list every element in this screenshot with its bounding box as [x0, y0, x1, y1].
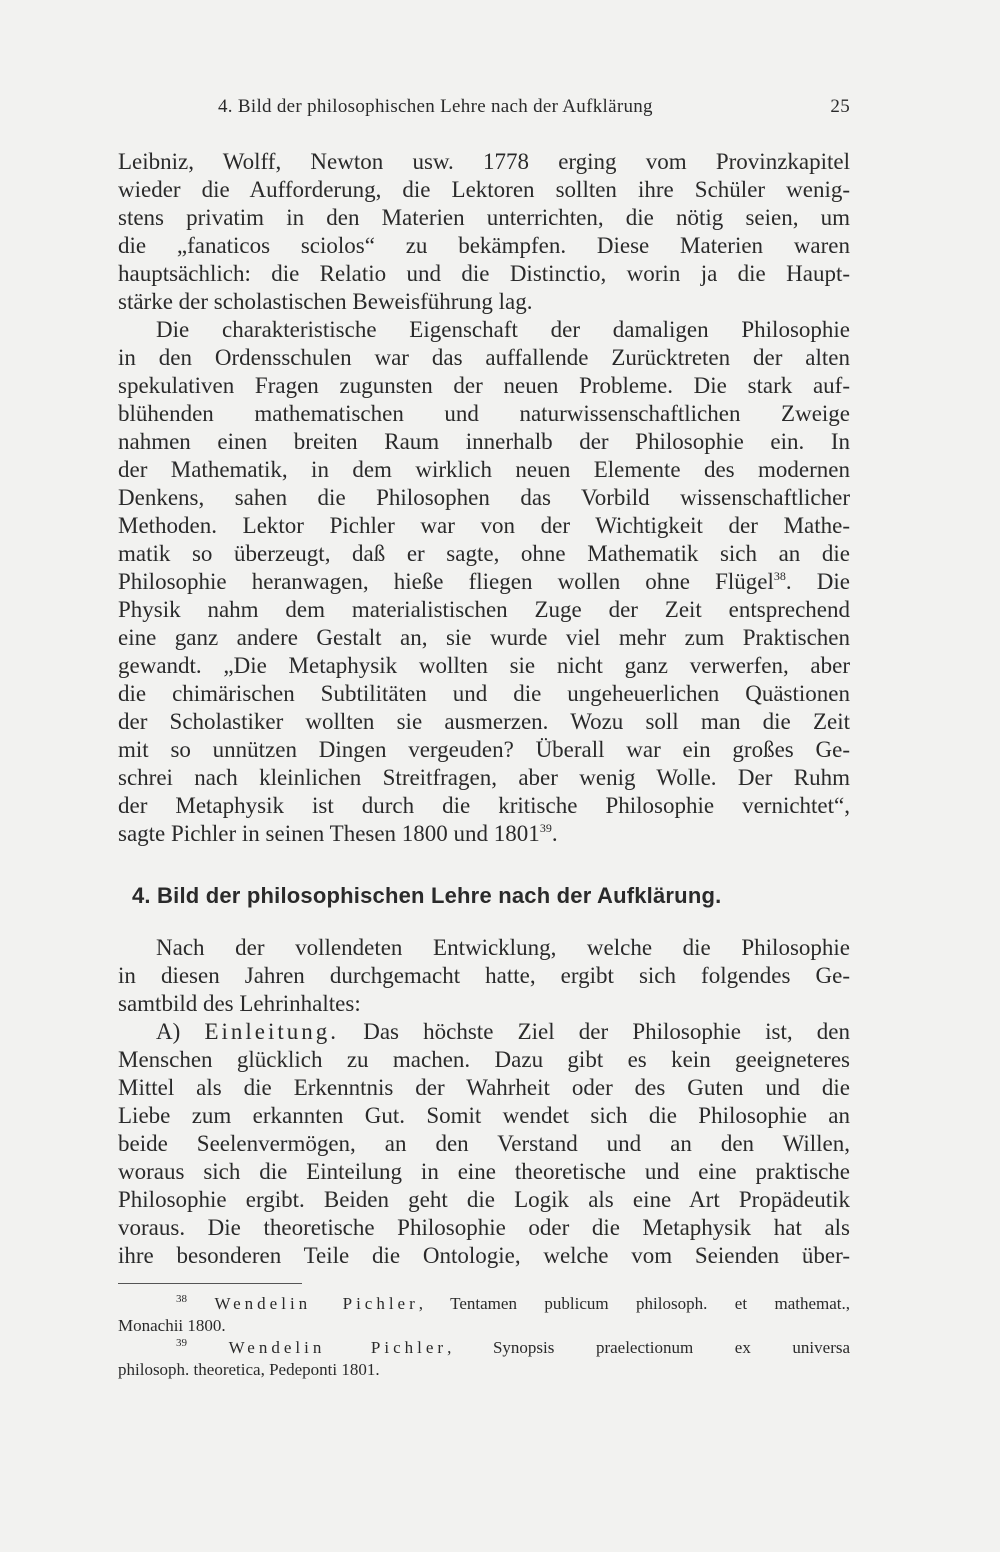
footnote-author: Wendelin Pichler: [214, 1294, 419, 1313]
section-heading: 4. Bild der philosophischen Lehre nach der Aufklärung.: [132, 883, 722, 908]
text-run: .: [551, 821, 558, 846]
text-line: samtbild des Lehrinhaltes:: [118, 991, 361, 1016]
text-line: Philosophie ergibt. Beiden geht die Logik als eine Art Propädeutik: [118, 1187, 850, 1212]
text-line: in den Ordensschulen war das auffallende Zurücktreten der alten: [118, 345, 850, 370]
text-line: hauptsächlich: die Relatio und die Distinctio, worin ja die Haupt-: [118, 261, 850, 286]
text-line: Denkens, sahen die Philosophen das Vorbild wissenschaftlicher: [118, 485, 850, 510]
list-label: A): [156, 1019, 205, 1044]
text-run: sagte Pichler in seinen Thesen 1800 und 1801: [118, 821, 540, 846]
text-line: der Scholastiker wollten sie ausmerzen. Wozu soll man die Zeit: [118, 709, 850, 734]
text-line: voraus. Die theoretische Philosophie oder die Metaphysik hat als: [118, 1215, 850, 1240]
paragraph: [118, 316, 850, 848]
text-line: beide Seelenvermögen, an den Verstand und an den Willen,: [118, 1131, 850, 1156]
text-run: Das höchste Ziel der Philosophie ist, den: [339, 1019, 850, 1044]
running-title: 4. Bild der philosophischen Lehre nach der Aufklärung: [218, 96, 653, 117]
text-line: [118, 1018, 850, 1046]
text-line: der Metaphysik ist durch die kritische Philosophie vernichtet“,: [118, 793, 850, 818]
text-line: blühenden mathematischen und naturwissenschaftlichen Zweige: [118, 401, 850, 426]
text-line: Nach der vollendeten Entwicklung, welche die Philosophie: [156, 935, 850, 960]
footnote-number: 38: [176, 1293, 187, 1305]
footnote-rule: [118, 1283, 302, 1284]
text-line: nahmen einen breiten Raum innerhalb der Philosophie ein. In: [118, 429, 850, 454]
text-run: . Die: [785, 569, 850, 594]
text-line: wieder die Aufforderung, die Lektoren sollten ihre Schüler wenig-: [118, 177, 850, 202]
text-line: matik so überzeugt, daß er sagte, ohne Mathematik sich an die: [118, 541, 850, 566]
page-number: 25: [830, 96, 850, 117]
footnote: [118, 1337, 850, 1359]
footnote-author: Wendelin Pichler: [228, 1338, 448, 1357]
text-line: stens privatim in den Materien unterrichten, die nötig seien, um: [118, 205, 850, 230]
text-line: die „fanaticos sciolos“ zu bekämpfen. Diese Materien waren: [118, 233, 850, 258]
text-line: Methoden. Lektor Pichler war von der Wichtigkeit der Mathe-: [118, 513, 850, 538]
text-line: eine ganz andere Gestalt an, sie wurde viel mehr zum Praktischen: [118, 625, 850, 650]
paragraph: [118, 1018, 850, 1270]
text-line: gewandt. „Die Metaphysik wollten sie nicht ganz verwerfen, aber: [118, 653, 850, 678]
footnote-text: , Tentamen publicum philosoph. et mathemat.,: [418, 1294, 851, 1313]
text-line: ihre besonderen Teile die Ontologie, welche vom Seienden über-: [118, 1243, 850, 1268]
footnote-number: 39: [176, 1337, 187, 1349]
text-line: spekulativen Fragen zugunsten der neuen Probleme. Die stark auf-: [118, 373, 850, 398]
text-line: Die charakteristische Eigenschaft der damaligen Philosophie: [156, 317, 850, 342]
text-line: Menschen glücklich zu machen. Dazu gibt es kein geeigneteres: [118, 1047, 850, 1072]
footnotes: [118, 1293, 850, 1381]
page-body: [118, 148, 850, 1381]
text-run: Philosophie heranwagen, hieße fliegen wollen ohne Flügel: [118, 569, 774, 594]
paragraph: [118, 148, 850, 316]
text-line: woraus sich die Einteilung in eine theoretische und eine praktische: [118, 1159, 850, 1184]
footnote-text: , Synopsis praelectionum ex universa: [447, 1338, 851, 1357]
spaced-term: Einleitung.: [204, 1019, 340, 1044]
paragraph: [118, 934, 850, 1018]
text-line: Mittel als die Erkenntnis der Wahrheit oder des Guten und die: [118, 1075, 850, 1100]
text-line: in diesen Jahren durchgemacht hatte, ergibt sich folgendes Ge-: [118, 963, 850, 988]
text-line: stärke der scholastischen Beweisführung lag.: [118, 289, 533, 314]
text-line: der Mathematik, in dem wirklich neuen Elemente des modernen: [118, 457, 850, 482]
text-line: Physik nahm dem materialistischen Zuge der Zeit entsprechend: [118, 597, 850, 622]
text-line: [118, 820, 850, 848]
footnote-ref: 38: [773, 569, 786, 583]
text-line: [118, 568, 850, 596]
footnote-cont: philosoph. theoretica, Pedeponti 1801.: [118, 1360, 380, 1379]
text-line: mit so unnützen Dingen vergeuden? Überall war ein großes Ge-: [118, 737, 850, 762]
text-line: die chimärischen Subtilitäten und die ungeheuerlichen Quästionen: [118, 681, 850, 706]
text-line: Leibniz, Wolff, Newton usw. 1778 erging vom Provinzkapitel: [118, 149, 850, 174]
text-line: Liebe zum erkannten Gut. Somit wendet sich die Philosophie an: [118, 1103, 850, 1128]
text-line: schrei nach kleinlichen Streitfragen, aber wenig Wolle. Der Ruhm: [118, 765, 850, 790]
footnote: [118, 1293, 850, 1315]
footnote-cont: Monachii 1800.: [118, 1316, 226, 1335]
footnote-ref: 39: [539, 821, 552, 835]
